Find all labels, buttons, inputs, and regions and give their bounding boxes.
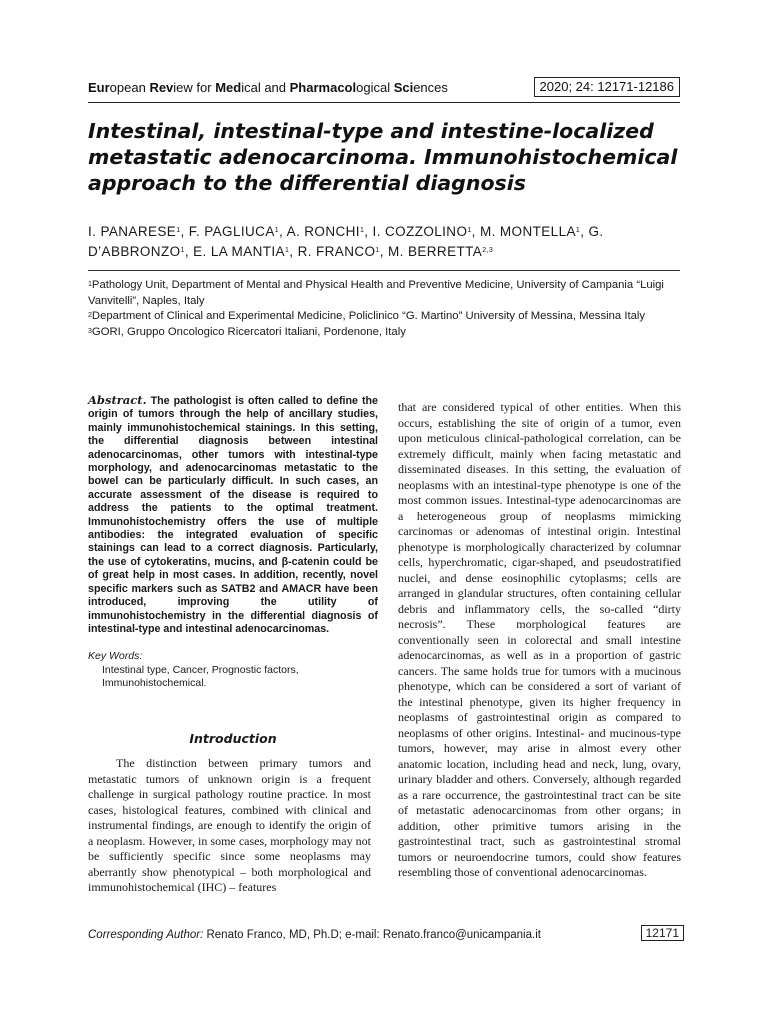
author-name: I. COZZOLINO	[372, 224, 468, 239]
author-name: M. MONTELLA	[479, 224, 576, 239]
article-title: Intestinal, intestinal-type and intestine-localized metastatic adenocarcinoma. Immunohistochemical approach to the differential diagnosis	[88, 119, 678, 195]
affiliation-number: 3	[88, 327, 92, 335]
author-separator: ,	[364, 224, 373, 239]
journal-name-part: ical and	[241, 80, 290, 95]
citation: 2020; 24: 12171-12186	[534, 77, 680, 97]
abstract-heading: Abstract.	[88, 393, 147, 407]
journal-name-part: iew for	[173, 80, 216, 95]
author-affiliation-marker: 1	[180, 247, 185, 254]
affiliations	[88, 278, 688, 340]
author-affiliation-marker: 1	[284, 247, 290, 254]
affiliation-number: 2	[88, 312, 92, 320]
divider	[88, 270, 680, 271]
journal-name-part: Rev	[149, 80, 174, 95]
corresponding-author-label: Corresponding Author:	[88, 929, 204, 941]
journal-name-part: ogical	[356, 80, 394, 95]
abstract-text: The pathologist is often called to define the origin of tumors through the help of ancillary studies, mainly immunohistochemical stainings. In this setting, the differential diagnosis between intestinal adenocarcinomas, other tumors with intestinal-type morphology, and adenocarcinomas metastatic to the bowel can be particularly difficult. In such cases, an accurate assessment of the disease is required to address the patients to the optimal treatment. Immunohistochemistry offers the use of multiple antibodies: the integrated evaluation of specific stainings can lead to a correct diagnosis. Particularly, the use of cytokeratins, mucins, and β-catenin could be of great help in most cases. In addition, recently, novel specific markers such as SATB2 and AMACR have been introduced, improving the utility of immunohistochemistry in the differential diagnosis of intestinal-type and intestinal adenocarcinomas.	[88, 395, 378, 635]
author-affiliation-marker: 1	[176, 227, 181, 234]
corresponding-author	[88, 929, 541, 941]
author-name: I. PANARESE	[88, 224, 177, 239]
footer	[88, 925, 684, 945]
affiliation-text: Department of Clinical and Experimental Medicine, Policlinico “G. Martino” University of Messina, Messina Italy	[91, 310, 646, 323]
keywords	[88, 650, 378, 691]
author-separator: ,	[379, 244, 389, 259]
journal-name-part: Med	[215, 80, 242, 95]
right-column-text: that are considered typical of other entities. When this occurs, establishing the site of origin of a tumor, even upon meticulous clinical-pathological correlation, can be extremely difficult, mainly when facing metastatic and disseminated diseases. In this setting, the evaluation of neoplasms with an intestinal-type phenotype is one of the most common issues. Intestinal-type adenocarcinomas are a heterogeneous group of neoplasms mimicking carcinomas or adenomas of intestinal origin. Intestinal phenotype is morphologically characterized by columnar cells, hyperchromatic, cigar-shaped, and pseudostratified nuclei, and dense eosinophilic cytoplasms; cells are arranged in glandular structures, often containing cellular debris and inflammatory cells, the so-called “dirty necrosis”. These morphological features are conventionally seen in colorectal and small intestine adenocarcinomas, as well as in a proportion of gastric cancers. The same holds true for tumors with a mucinous phenotype, which can be considered a sort of variant of the intestinal phenotype, given its higher frequency in neoplasms of gastrointestinal origin as compared to neoplasms of other origins. Intestinal- and mucinous-type tumors, however, may arise in almost every other anatomic location, including head and neck, lung, ovary, urinary bladder and others. Conversely, although regarded as a rare occurrence, the gastrointestinal tract can be site of metastatic adenocarcinomas from other organs; in addition, other primitive tumors arising in the gastrointestinal tract, such as gastrointestinal stromal tumors or neuroendocrine tumors, could show features resembling those of conventional adenocarcinomas.	[398, 400, 681, 879]
journal-header	[88, 78, 680, 103]
journal-name-part: ences	[413, 80, 448, 95]
affiliation	[88, 325, 688, 341]
journal-name	[88, 80, 448, 95]
abstract	[88, 394, 378, 636]
author-name: R. FRANCO	[297, 244, 376, 259]
author-affiliation-marker: 1	[359, 227, 365, 234]
affiliation	[88, 309, 688, 325]
journal-name-part: opean	[109, 80, 150, 95]
author-affiliation-marker: 1	[467, 227, 472, 234]
author-separator: ,	[279, 224, 287, 239]
keywords-label: Key Words:	[88, 650, 143, 662]
author-separator: ,	[180, 224, 189, 239]
author-list	[88, 222, 688, 262]
introduction-heading: Introduction	[189, 731, 277, 746]
author-affiliation-marker: 2,3	[482, 247, 494, 254]
author-affiliation-marker: 1	[274, 227, 280, 234]
author-separator: ,	[580, 224, 589, 239]
author-name: F. PAGLIUCA	[188, 224, 275, 239]
author-name: E. LA MANTIA	[193, 244, 285, 259]
author-name: M. BERRETTA	[388, 244, 483, 259]
journal-name-part: Pharmacol	[289, 80, 357, 95]
keywords-text: Intestinal type, Cancer, Prognostic factors, Immunohistochemical.	[102, 663, 299, 689]
introduction-text: The distinction between primary tumors and metastatic tumors of unknown origin is a frequent challenge in surgical pathology routine practice. In most cases, histological features, combined with clinical and instrumental findings, are enough to identify the origin of a neoplasm. However, in some cases, morphology may not be sufficiently specific since some neoplasms may aberrantly show phenotypical – both morphological and immunohistochemical (IHC) – features	[88, 756, 371, 894]
journal-name-part: Sci	[393, 80, 414, 95]
author-separator: ,	[289, 244, 298, 259]
author-separator: ,	[471, 224, 480, 239]
affiliation-text: Pathology Unit, Department of Mental and Physical Health and Preventive Medicine, University of Campania “Luigi Vanvitelli”, Naples, Italy	[88, 279, 664, 307]
author-name: G. D’ABBRONZO	[88, 224, 604, 259]
author-name: A. RONCHI	[286, 224, 360, 239]
affiliation-text: GORI, Gruppo Oncologico Ricercatori Italiani, Pordenone, Italy	[91, 325, 406, 338]
journal-name-part: Eur	[88, 80, 110, 95]
affiliation	[88, 278, 688, 309]
author-affiliation-marker: 1	[575, 227, 581, 234]
author-separator: ,	[184, 244, 194, 259]
corresponding-author-text: Renato Franco, MD, Ph.D; e-mail: Renato.franco@unicampania.it	[206, 929, 541, 941]
affiliation-number: 1	[88, 281, 92, 288]
author-affiliation-marker: 1	[375, 247, 380, 254]
page-number: 12171	[641, 925, 684, 941]
